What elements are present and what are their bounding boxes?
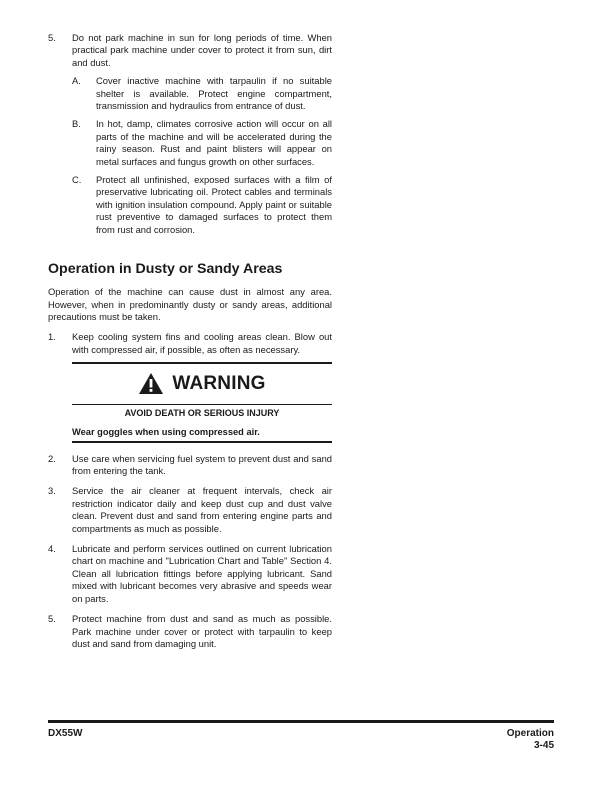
sub-letter: C. [72,174,82,186]
footer-model: DX55W [48,728,83,739]
content-column [48,32,332,650]
sub-item-c [48,174,332,236]
footer-page-info [507,728,554,752]
list-number: 3. [48,485,56,497]
list-text: Protect machine from dust and sand as much as possible. Park machine under cover or protect with tarpaulin to keep dust and sand from damaging unit. [72,613,332,649]
list-number: 4. [48,543,56,555]
list-number: 5. [48,32,56,43]
list-item-5b [48,613,332,650]
list-text: Lubricate and perform services outlined on current lubrication chart on machine and "Lubrication Chart and Table" Section 4. Clean all lubrication fittings before applying lubricant. Sand mixed with lubricant becomes very abrasive and speeds wear on parts. [72,543,332,604]
warning-subtitle: AVOID DEATH OR SERIOUS INJURY [124,408,280,419]
list-item-4 [48,543,332,605]
warning-title: WARNING [172,372,266,394]
sub-letter: A. [72,75,81,87]
sub-text: Protect all unfinished, exposed surfaces with a film of preservative lubricating oil. Protect cables and terminals with ignition insulation compound. Apply paint or suitable rust preventive to damaged surfaces to protect them from rust and corrosion. [96,174,332,235]
list-text: Service the air cleaner at frequent intervals, check air restriction indicator daily and keep dust cup and dust valve clean. Prevent dust and sand from entering engine parts and compartments as much as possible. [72,485,332,534]
list-number: 1. [48,331,56,343]
list-number: 2. [48,452,56,464]
sub-item-b [48,118,332,168]
section-intro: Operation of the machine can cause dust in almost any area. However, when in predominantly dusty or sandy areas, additional precautions must be taken. [48,286,332,322]
sub-letter: B. [72,118,81,130]
list-text: Keep cooling system fins and cooling areas clean. Blow out with compressed air, if possible, as often as necessary. [72,331,332,355]
list-item-5 [48,32,332,69]
warning-title-row [72,364,332,404]
list-text: Use care when servicing fuel system to prevent dust and sand from entering the tank. [72,452,332,477]
warning-body: Wear goggles when using compressed air. [72,427,260,438]
section-heading: Operation in Dusty or Sandy Areas [48,261,283,278]
footer-page-number: 3-45 [533,740,554,751]
warning-box [72,362,332,443]
list-number: 5. [48,613,56,625]
warning-bottom-rule [72,441,332,443]
list-item-1 [48,331,332,356]
sub-text: Cover inactive machine with tarpaulin if no suitable shelter is available. Protect engine compartment, transmission and hydraulics from entrance of dust. [96,75,332,112]
warning-mid-rule [72,404,332,406]
list-item-2 [48,453,332,478]
footer-section: Operation [506,728,554,739]
list-item-3 [48,485,332,535]
footer-rule [48,720,554,723]
list-text: Do not park machine in sun for long periods of time. When practical park machine under cover to protect it from sun, dirt and dust. [72,32,332,68]
sub-item-a [48,75,332,112]
sub-text: In hot, damp, climates corrosive action will occur on all parts of the machine and will be accelerated during the rainy season. Rust and paint blisters will appear on metal surfaces and fungus growth on other surfaces. [96,118,332,167]
warning-triangle-icon [138,372,164,395]
